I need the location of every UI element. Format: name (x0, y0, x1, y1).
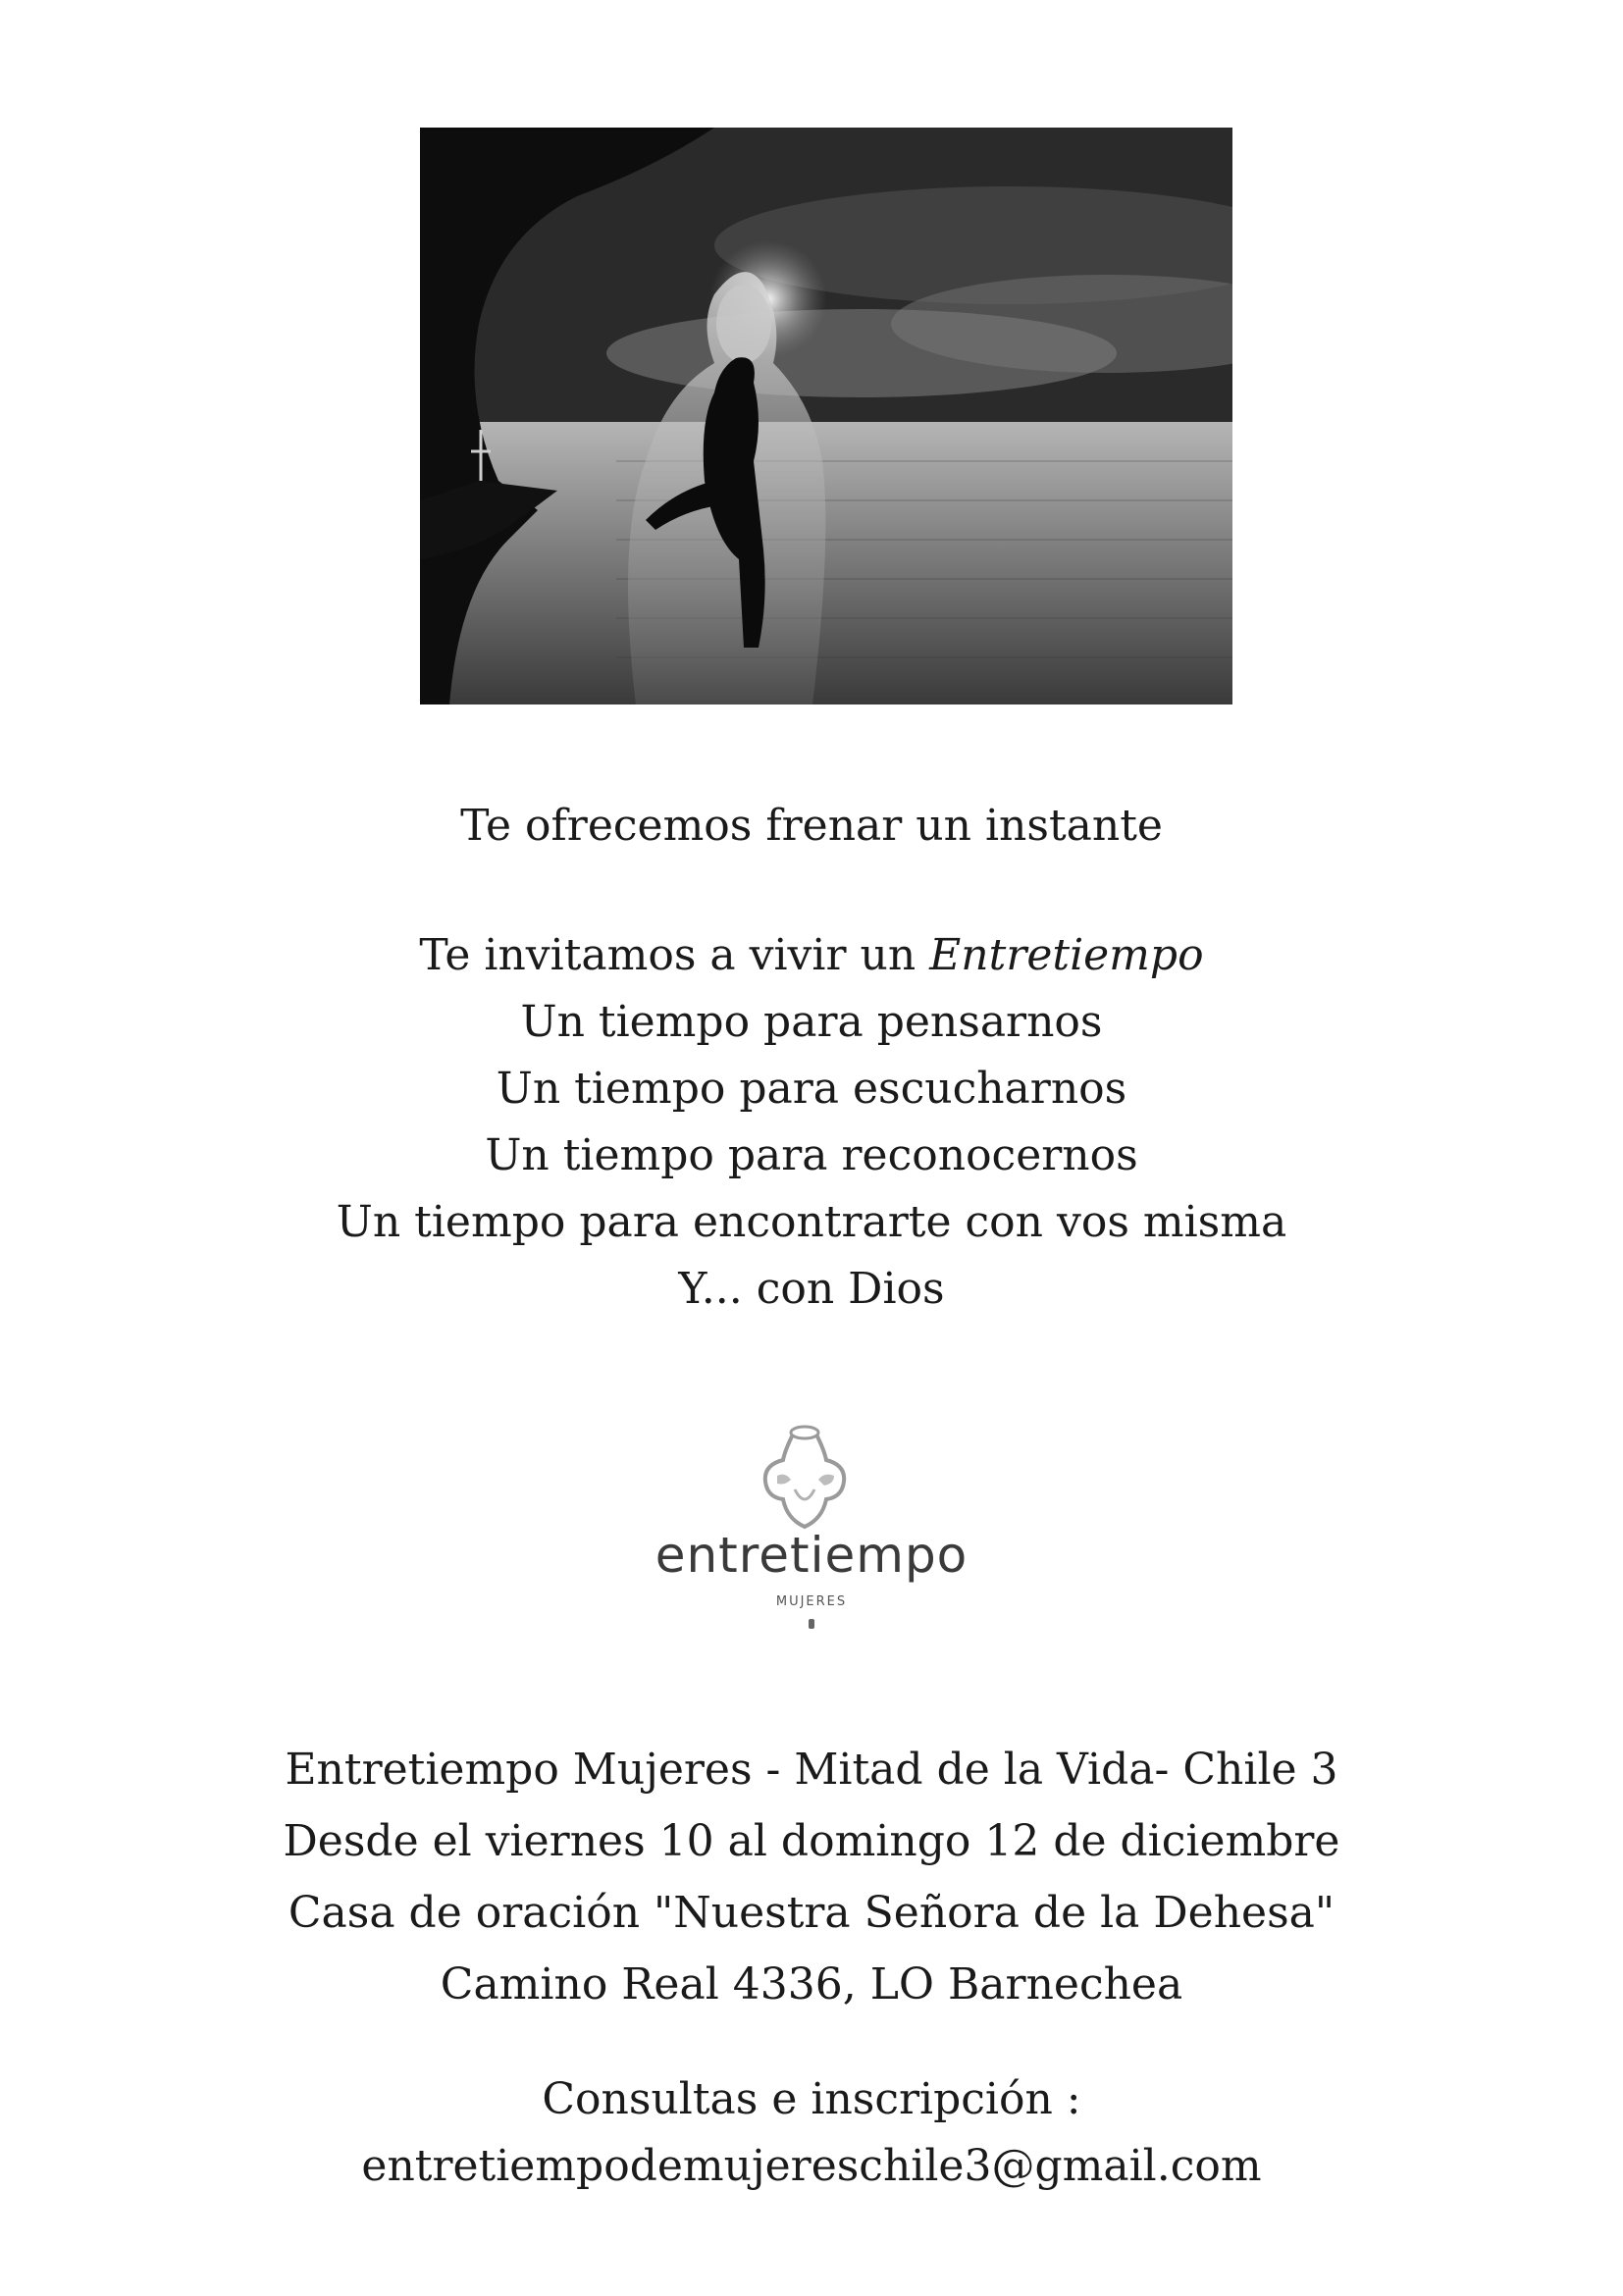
invitation-line-1-prefix: Te invitamos a vivir un (419, 930, 930, 980)
event-dates: Desde el viernes 10 al domingo 12 de diciembre (283, 1816, 1340, 1866)
header-photo (420, 128, 1232, 704)
tagline: Te ofrecemos frenar un instante (460, 801, 1163, 851)
vessel-icon (756, 1421, 854, 1539)
invitation-line-3: Un tiempo para escucharnos (496, 1064, 1127, 1114)
header-photo-illustration (420, 128, 1232, 704)
entretiempo-logo (628, 1413, 995, 1648)
invitation-emphasis: Entretiempo (929, 930, 1204, 980)
invitation-line-5: Un tiempo para encontrarte con vos misma (336, 1197, 1287, 1247)
event-name: Entretiempo Mujeres - Mitad de la Vida- Chile 3 (285, 1745, 1338, 1795)
invitation-line-6: Y... con Dios (678, 1264, 945, 1314)
logo-subtitle: MUJERES (775, 1594, 848, 1609)
invitation-line-1 (0, 930, 1623, 980)
invitation-line-2: Un tiempo para pensarnos (520, 997, 1103, 1047)
contact-email[interactable]: entretiempodemujereschile3@gmail.com (361, 2141, 1262, 2191)
invitation-line-4: Un tiempo para reconocernos (485, 1130, 1138, 1180)
event-venue: Casa de oración "Nuestra Señora de la Dehesa" (288, 1888, 1335, 1938)
event-address: Camino Real 4336, LO Barnechea (440, 1959, 1183, 2009)
logo-wordmark: entretiempo (654, 1527, 969, 1584)
logo-mark-dot (809, 1619, 814, 1629)
contact-label: Consultas e inscripción : (542, 2074, 1081, 2124)
